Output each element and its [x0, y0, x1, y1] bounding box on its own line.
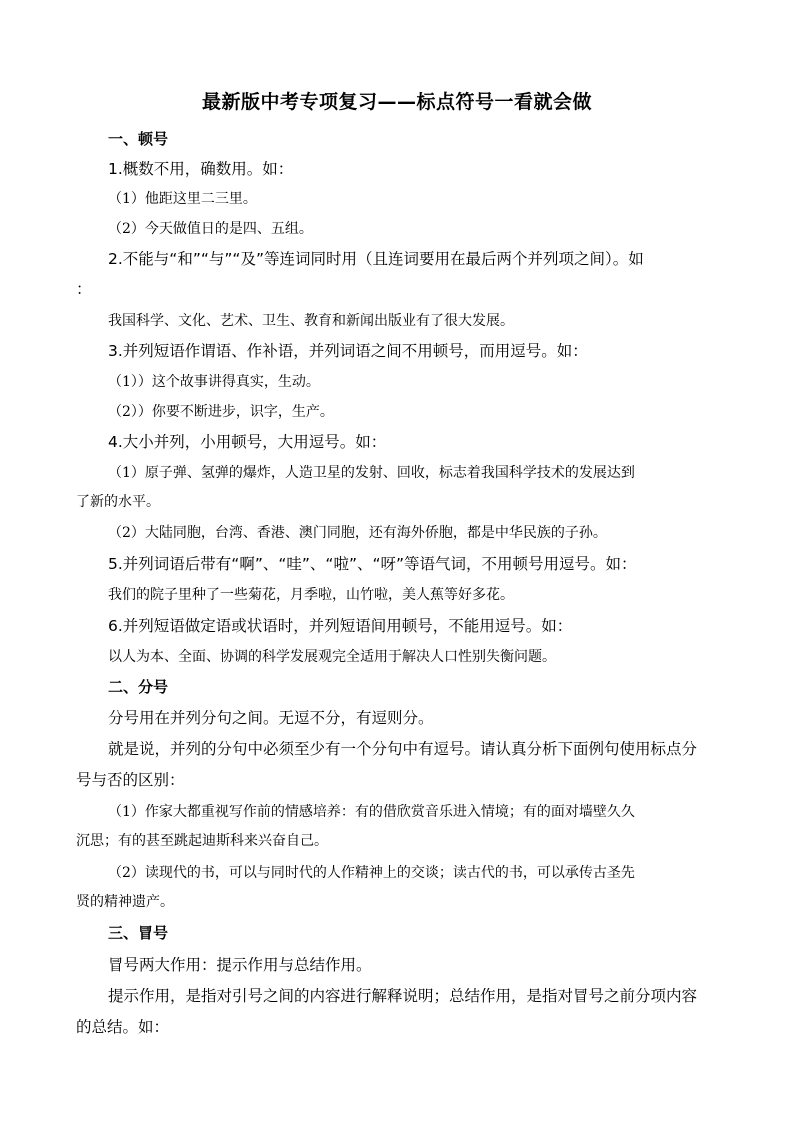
- fenhao-example-1-line2: 沉思；有的甚至跳起迪斯科来兴奋自己。: [76, 833, 328, 849]
- rule-5: 5.并列词语后带有“啊”、“哇”、“啦”、“呀”等语气词，不用顿号用逗号。如：: [108, 555, 637, 573]
- example-3b: （2））你要不断进步，识字，生产。: [108, 404, 334, 420]
- example-4a-line1: （1）原子弹、氢弹的爆炸，人造卫星的发射、回收，标志着我国科学技术的发展达到: [108, 465, 635, 481]
- fenhao-paragraph-2-line2: 号与否的区别：: [76, 771, 185, 789]
- maohao-paragraph-2-line1: 提示作用，是指对引号之间的内容进行解释说明；总结作用，是指对冒号之前分项内容: [108, 987, 698, 1005]
- page-title: 最新版中考专项复习——标点符号一看就会做: [201, 91, 592, 113]
- rule-1: 1.概数不用，确数用。如：: [108, 160, 294, 178]
- section-heading-maohao: 三、冒号: [108, 924, 169, 942]
- example-3a: （1））这个故事讲得真实，生动。: [108, 374, 320, 390]
- example-2: 我国科学、文化、艺术、卫生、教育和新闻出版业有了很大发展。: [108, 313, 514, 329]
- section-heading-fenhao: 二、分号: [108, 678, 169, 696]
- fenhao-paragraph-2-line1: 就是说，并列的分句中必须至少有一个分句中有逗号。请认真分析下面例句使用标点分: [108, 740, 698, 758]
- maohao-paragraph-2-line2: 的总结。如：: [76, 1018, 170, 1036]
- example-6: 以人为本、全面、协调的科学发展观完全适用于解决人口性别失衡问题。: [108, 649, 556, 665]
- section-heading-dunhao: 一、顿号: [108, 130, 169, 148]
- fenhao-paragraph-1: 分号用在并列分句之间。无逗不分，有逗则分。: [108, 709, 434, 727]
- example-1b: （2）今天做值日的是四、五组。: [108, 221, 313, 237]
- fenhao-example-1-line1: （1）作家大都重视写作前的情感培养：有的借欣赏音乐进入情境；有的面对墙壁久久: [108, 804, 635, 820]
- example-5: 我们的院子里种了一些菊花，月季啦，山竹啦，美人蕉等好多花。: [108, 587, 514, 603]
- maohao-paragraph-1: 冒号两大作用：提示作用与总结作用。: [108, 956, 372, 974]
- fenhao-example-2-line2: 贤的精神遗产。: [76, 894, 174, 910]
- rule-2: 2.不能与“和”“与”“及”等连词同时用（且连词要用在最后两个并列项之间）。如: [108, 250, 644, 268]
- rule-6: 6.并列短语做定语或状语时，并列短语间用顿号，不能用逗号。如：: [108, 617, 573, 635]
- example-4b: （2）大陆同胞，台湾、香港、澳门同胞，还有海外侨胞，都是中华民族的子孙。: [108, 525, 607, 541]
- example-1a: （1）他距这里二三里。: [108, 191, 257, 207]
- rule-2-continued: ：: [76, 280, 92, 298]
- fenhao-example-2-line1: （2）读现代的书，可以与同时代的人作精神上的交谈；读古代的书，可以承传古圣先: [108, 865, 635, 881]
- rule-3: 3.并列短语作谓语、作补语，并列词语之间不用顿号，而用逗号。如：: [108, 342, 588, 360]
- rule-4: 4.大小并列，小用顿号，大用逗号。如：: [108, 433, 387, 451]
- example-4a-line2: 了新的水平。: [76, 494, 160, 510]
